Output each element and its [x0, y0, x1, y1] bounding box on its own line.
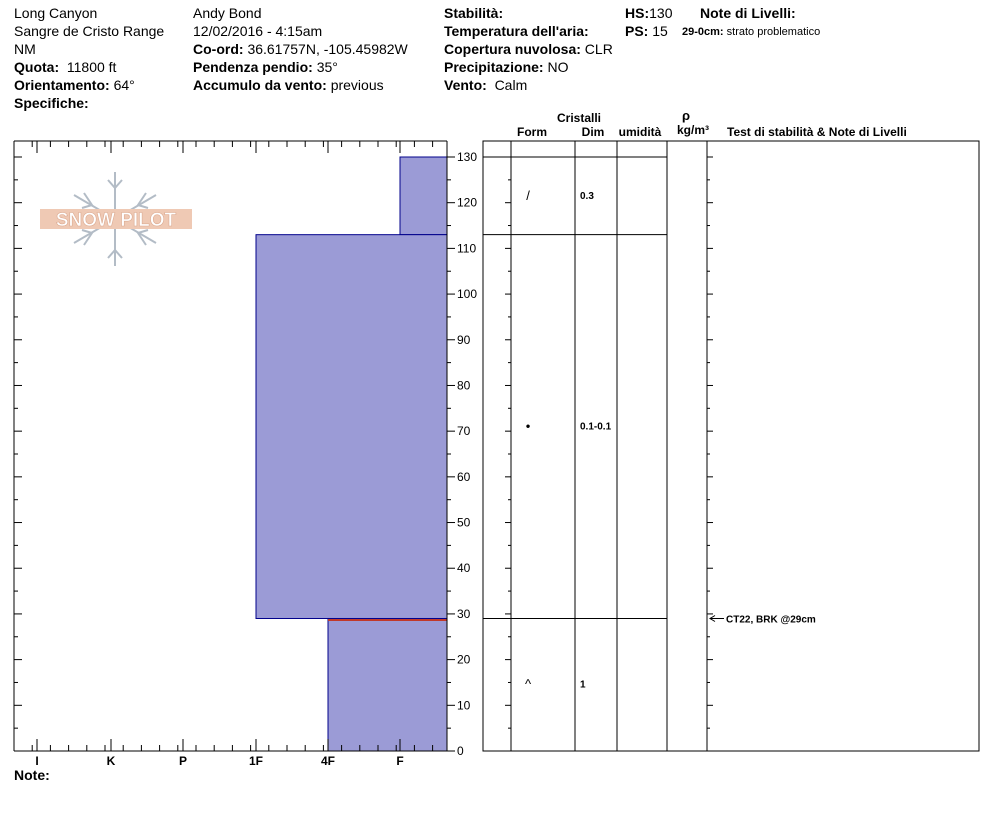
tests-header: Test di stabilità & Note di Livelli	[727, 125, 907, 139]
density-unit: kg/m³	[676, 123, 710, 137]
location: Long Canyon	[14, 5, 98, 21]
slope-angle: Pendenza pendio: 35°	[193, 59, 338, 75]
observer-name: Andy Bond	[193, 5, 262, 21]
penetration: PS: 15	[625, 23, 668, 39]
depth-tick-label: 110	[457, 241, 477, 256]
elevation: Quota: 11800 ft	[14, 59, 117, 75]
table-border	[483, 141, 979, 751]
hardness-tick-label: F	[396, 754, 404, 768]
aspect: Orientamento: 64°	[14, 77, 135, 93]
depth-tick-label: 120	[457, 195, 478, 210]
crystal-form-0: /	[526, 187, 530, 203]
hardness-layer-2	[328, 618, 447, 751]
depth-tick-label: 10	[457, 698, 471, 713]
mountain-range: Sangre de Cristo Range	[14, 23, 165, 39]
hardness-tick-label: 4F	[320, 754, 336, 768]
depth-tick-label: 60	[457, 469, 471, 484]
total-snow-height: HS:130	[625, 5, 673, 21]
observation-datetime: 12/02/2016 - 4:15am	[193, 23, 323, 39]
depth-tick-label: 50	[457, 515, 471, 530]
coordinates: Co-ord: 36.61757N, -105.45982W	[193, 41, 408, 57]
cloud-cover: Copertura nuvolosa: CLR	[444, 41, 613, 57]
crystal-size-2: 1	[580, 679, 586, 691]
depth-tick-label: 90	[457, 332, 471, 347]
crystal-form-1: •	[525, 418, 531, 434]
hardness-layer-0	[400, 157, 447, 235]
crystals-header: Cristalli	[556, 111, 602, 125]
air-temperature: Temperatura dell'aria:	[444, 23, 589, 39]
wind-loading: Accumulo da vento: previous	[193, 77, 384, 93]
depth-tick-label: 20	[457, 652, 471, 667]
hardness-tick-label: K	[106, 754, 116, 768]
crystal-form-2: ^	[524, 676, 532, 692]
depth-tick-label: 30	[457, 606, 471, 621]
state: NM	[14, 41, 36, 57]
depth-tick-label: 100	[457, 287, 478, 302]
crystal-size-0: 0.3	[580, 190, 594, 202]
specifics: Specifiche:	[14, 95, 89, 111]
stability-test-0: CT22, BRK @29cm	[726, 614, 816, 626]
size-header: Dim	[581, 125, 605, 139]
crystal-size-1: 0.1-0.1	[580, 421, 612, 433]
density-symbol: ρ	[681, 108, 691, 123]
wind: Vento: Calm	[444, 77, 528, 93]
depth-tick-label: 0	[457, 744, 464, 758]
precipitation: Precipitazione: NO	[444, 59, 569, 75]
notes: Note:	[14, 767, 50, 783]
hardness-tick-label: I	[35, 754, 39, 768]
hardness-layer-1	[256, 235, 447, 619]
depth-tick-label: 130	[457, 150, 478, 164]
logo-text: SNOW PILOT	[55, 210, 177, 231]
depth-tick-label: 80	[457, 378, 471, 393]
depth-tick-label: 40	[457, 561, 471, 576]
form-header: Form	[517, 125, 547, 139]
layer-note: 29-0cm: strato problematico	[682, 26, 821, 38]
stability: Stabilità:	[444, 5, 504, 21]
layer-notes-heading: Note di Livelli:	[700, 5, 796, 21]
hardness-tick-label: P	[178, 754, 188, 768]
depth-tick-label: 70	[457, 424, 471, 439]
snowpilot-logo	[40, 172, 192, 266]
moisture-header: umidità	[618, 125, 662, 139]
hardness-tick-label: 1F	[248, 754, 264, 768]
